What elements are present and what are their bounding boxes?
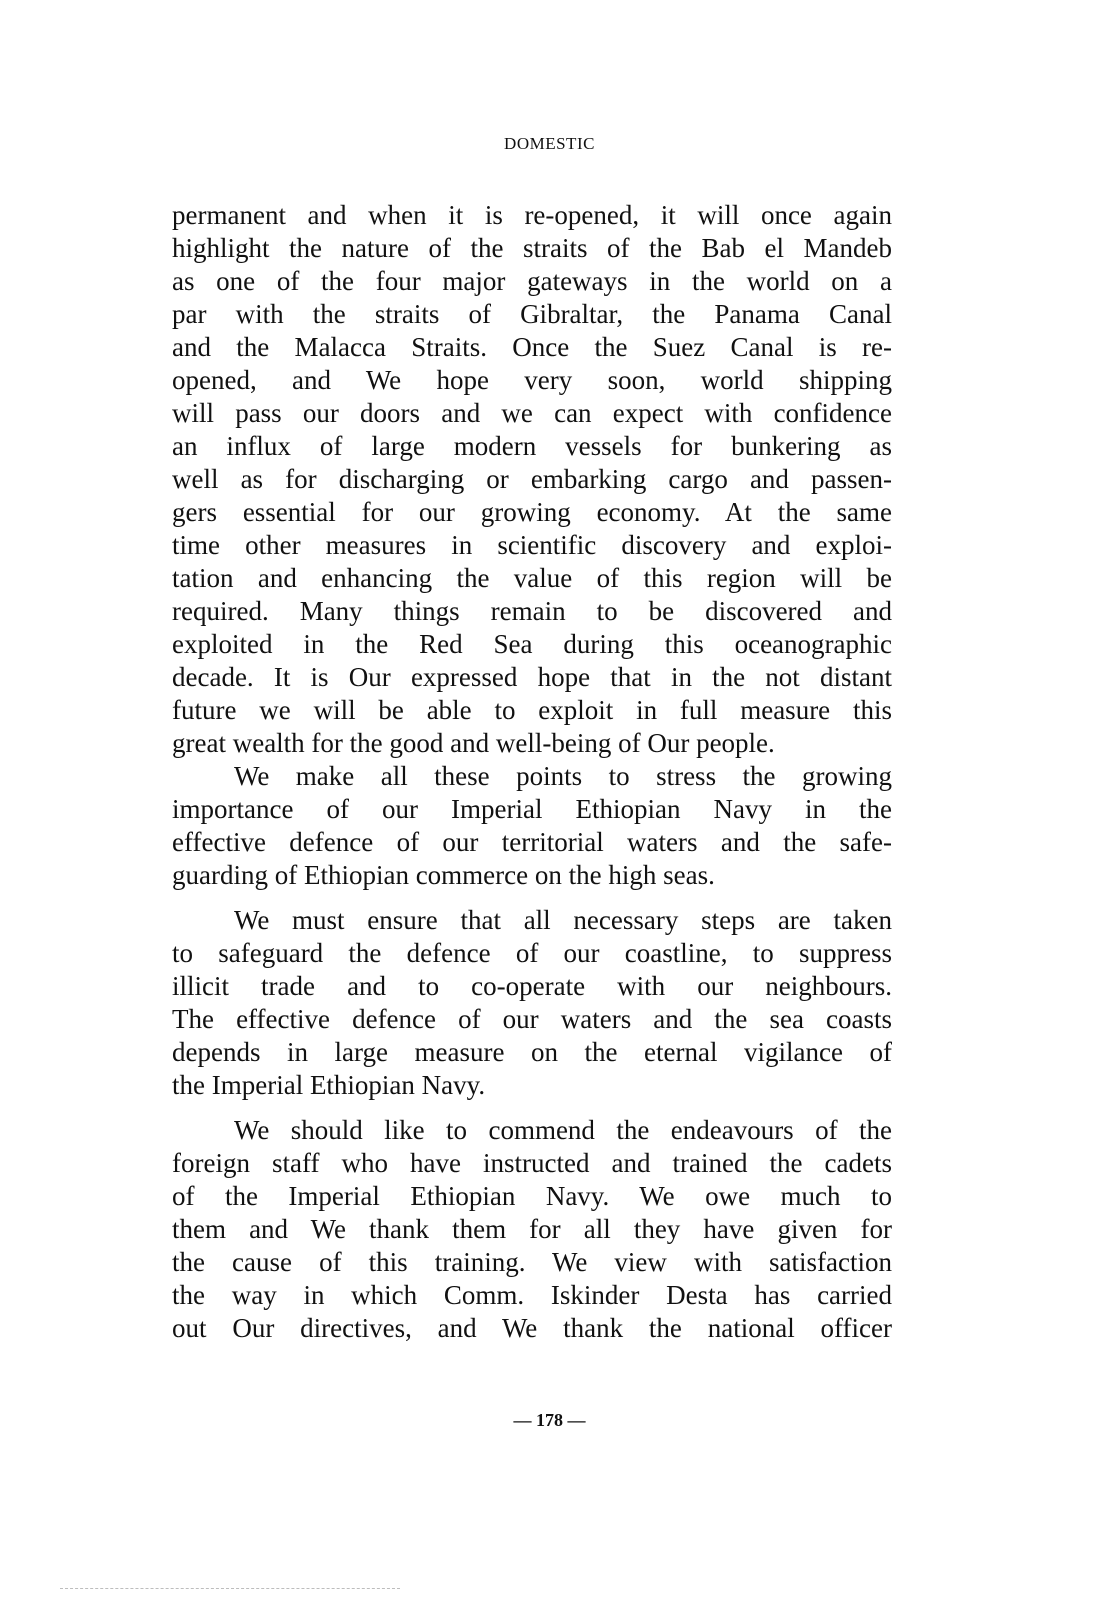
text-line: as one of the four major gateways in the world on a <box>172 266 892 296</box>
text-line: time other measures in scientific discovery and exploi- <box>172 530 892 560</box>
text-line: guarding of Ethiopian commerce on the high seas. <box>172 860 715 890</box>
text-line: We must ensure that all necessary steps are taken <box>234 905 892 935</box>
text-line: highlight the nature of the straits of the Bab el Mandeb <box>172 233 892 263</box>
text-line: tation and enhancing the value of this region will be <box>172 563 892 593</box>
text-line: to safeguard the defence of our coastline, to suppress <box>172 938 892 968</box>
text-line: the Imperial Ethiopian Navy. <box>172 1070 486 1100</box>
text-line: will pass our doors and we can expect with confidence <box>172 398 892 428</box>
text-line: and the Malacca Straits. Once the Suez Canal is re- <box>172 332 892 362</box>
page-number: — 178 — <box>513 1410 586 1430</box>
text-line: par with the straits of Gibraltar, the Panama Canal <box>172 299 892 329</box>
text-line: effective defence of our territorial waters and the safe- <box>172 827 892 857</box>
paragraph-1 <box>172 199 892 760</box>
body-text <box>172 199 892 1345</box>
text-line: well as for discharging or embarking cargo and passen- <box>172 464 892 494</box>
text-line: foreign staff who have instructed and trained the cadets <box>172 1148 892 1178</box>
running-head: DOMESTIC <box>504 134 595 153</box>
text-line: future we will be able to exploit in full measure this <box>172 695 892 725</box>
text-line: gers essential for our growing economy. At the same <box>172 497 892 527</box>
paragraph-2 <box>172 760 892 892</box>
text-line: opened, and We hope very soon, world shipping <box>172 365 892 395</box>
paragraph-gap <box>172 892 892 904</box>
text-line: the cause of this training. We view with satisfaction <box>172 1247 892 1277</box>
paragraph-4 <box>172 1114 892 1345</box>
text-line: great wealth for the good and well-being of Our people. <box>172 728 775 758</box>
scan-edge-mark <box>60 1588 400 1589</box>
text-line: out Our directives, and We thank the national officer <box>172 1313 892 1343</box>
text-line: permanent and when it is re-opened, it will once again <box>172 200 892 230</box>
text-line: them and We thank them for all they have given for <box>172 1214 892 1244</box>
text-line: importance of our Imperial Ethiopian Navy in the <box>172 794 892 824</box>
paragraph-3 <box>172 904 892 1102</box>
text-line: illicit trade and to co-operate with our neighbours. <box>172 971 892 1001</box>
paragraph-gap <box>172 1102 892 1114</box>
text-line: decade. It is Our expressed hope that in the not distant <box>172 662 892 692</box>
text-line: We should like to commend the endeavours of the <box>234 1115 892 1145</box>
text-line: We make all these points to stress the growing <box>234 761 892 791</box>
text-line: an influx of large modern vessels for bunkering as <box>172 431 892 461</box>
text-line: depends in large measure on the eternal vigilance of <box>172 1037 892 1067</box>
text-line: required. Many things remain to be discovered and <box>172 596 892 626</box>
text-line: The effective defence of our waters and the sea coasts <box>172 1004 892 1034</box>
text-line: of the Imperial Ethiopian Navy. We owe much to <box>172 1181 892 1211</box>
text-line: the way in which Comm. Iskinder Desta has carried <box>172 1280 892 1310</box>
text-line: exploited in the Red Sea during this oceanographic <box>172 629 892 659</box>
